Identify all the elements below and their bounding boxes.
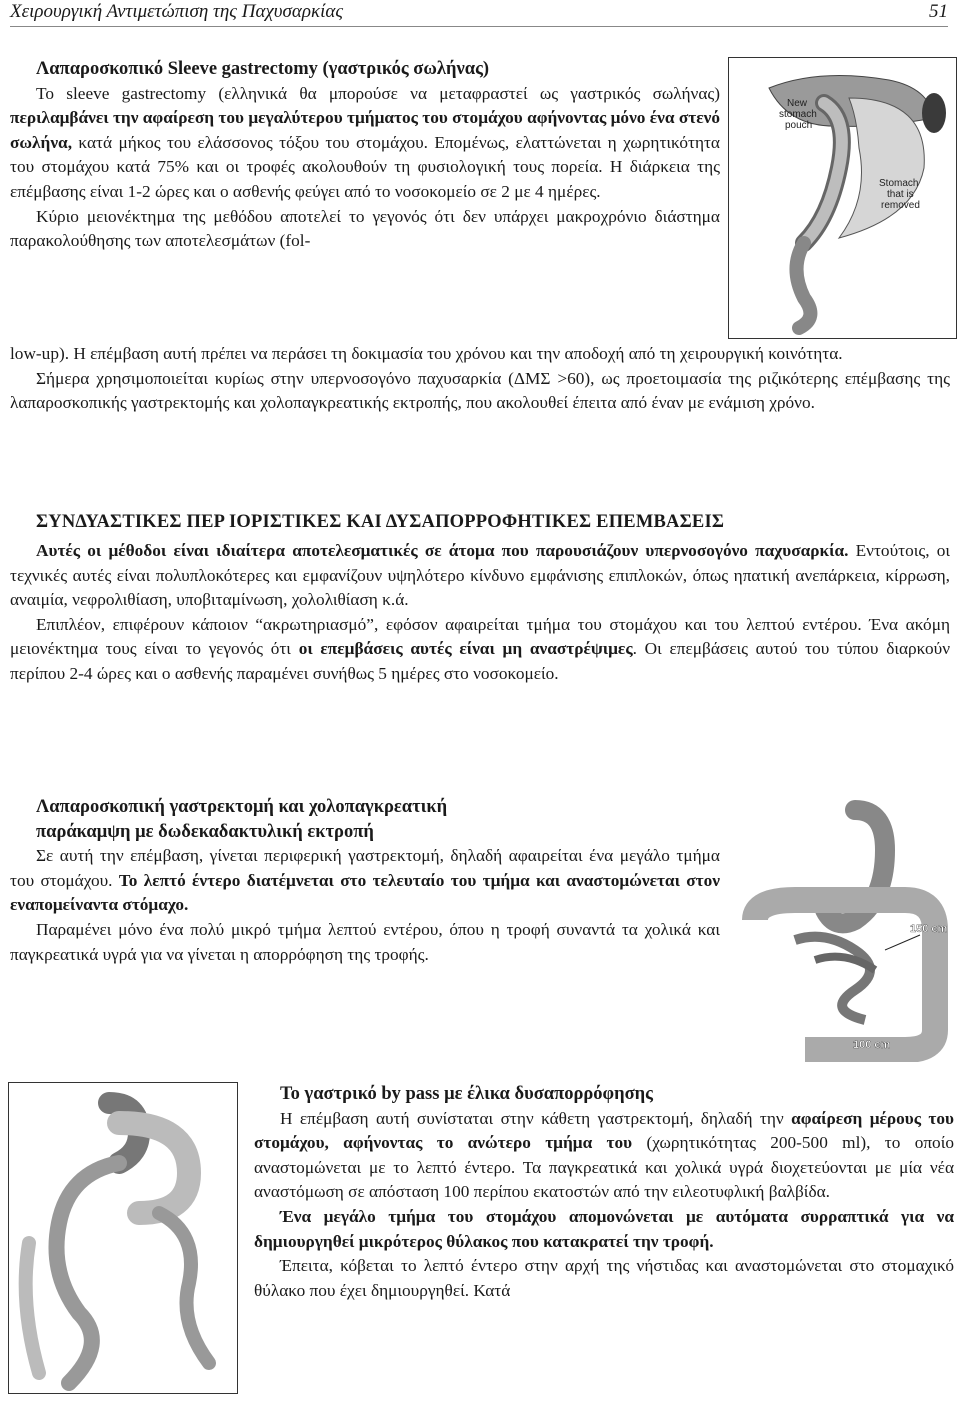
sleeve-section (10, 57, 720, 254)
gastric-bypass-illustration (9, 1083, 237, 1393)
bypass-paragraph-2: Ένα μεγάλο τμήμα του στομάχου απομονώνεται με αυτόματα συρραπτικά για να δημιουργηθεί μικρότερος θύλακος που κατακρατεί την τροφή. (254, 1206, 954, 1251)
bpd-heading-line-2: παράκαμψη με δωδεκαδακτυλική εκτροπή (36, 821, 374, 842)
sleeve-gastrectomy-illustration (729, 58, 956, 338)
bypass-paragraph-1: Η επέμβαση αυτή συνίσταται στην κάθετη γαστρεκτομή, δηλαδή την αφαίρεση μέρους του στομάχου, αφήνοντας το ανώτερο τμήμα του (χωρητικότητας 200-500 ml), το οποίο αναστομώνεται με το λεπτό έντερο. Τα παγκρεατικά και χολικά υγρά διοχετεύονται με μία νέα αναστόμωση σε απόσταση 100 περίπου εκατοστών από την ειλεοτυφλική βαλβίδα. (254, 1108, 955, 1202)
bypass-section (254, 1082, 954, 1303)
combined-section (10, 539, 950, 687)
sleeve-paragraph-1: Το sleeve gastrectomy (ελληνικά θα μπορούσε να μεταφραστεί ως γαστρικός σωλήνας) περιλαμβάνει την αφαίρεση του μεγαλύτερου τμήματος του στομάχου αφήνοντας μόνο ένα στενό σωλήνα, κατά μήκος του ελάσσονος τόξου του στομάχου. Επομένως, ελαττώνεται η χωρητικότητα του στομάχου κατά 75% και οι τροφές ακολουθούν τη φυσιολογική τους πορεία. Η διάρκεια της επέμβασης είναι 1-2 ώρες και ο ασθενής φεύγει από το νοσοκομείο σε 2 με 4 ημέρες. (10, 83, 720, 201)
bpd-section (10, 795, 720, 967)
running-title: Χειρουργική Αντιμετώπιση της Παχυσαρκίας (10, 1, 344, 22)
pouch-label-line: New (787, 98, 808, 109)
gastric-bypass-figure (8, 1082, 238, 1394)
sleeve-paragraph-3: Σήμερα χρησιμοποιείται κυρίως στην υπερνοσογόνο παχυσαρκία (ΔΜΣ >60), ως προετοιμασία της ριζικότερης επέμβασης της λαπαροσκοπικής γαστρεκτομής και χολοπαγκρεατικής εκτροπής, που ακολουθεί έπειτα από έναν με ενάμιση χρόνο. (10, 368, 950, 413)
combined-paragraph-1: Αυτές οι μέθοδοι είναι ιδιαίτερα αποτελεσματικές σε άτομα που παρουσιάζουν υπερνοσογόνο παχυσαρκία. Εντούτοις, οι τεχνικές αυτές είναι πολυπλοκότερες και εμφανίζουν υψηλότερο κίνδυνο εμφάνισης επιπλοκών, όπως ηπατική ανεπάρκεια, κίρρωση, αναιμία, νεφρολιθίαση, υποβιταμίνωση, χολολιθίαση κ.ά. (10, 541, 950, 610)
sleeve-gastrectomy-figure (728, 57, 957, 339)
removed-label-line: that is (887, 189, 914, 200)
bpd-heading-line-1: Λαπαροσκοπική γαστρεκτομή και χολοπαγκρεατική (36, 797, 448, 817)
bpd-paragraph-1: Σε αυτή την επέμβαση, γίνεται περιφερική γαστρεκτομή, δηλαδή αφαιρείται ένα μεγάλο τμήμα του στομάχου. Το λεπτό έντερο διατέμνεται στο τελευταίο του τμήμα και αναστομώνεται στον εναπομείναντα στόμαχο. (10, 846, 720, 915)
page-header (10, 0, 948, 27)
sleeve-paragraph-2-cont: low-up). Η επέμβαση αυτή πρέπει να περάσει τη δοκιμασία του χρόνου και την αποδοχή από τη χειρουργική κοινότητα. (10, 344, 843, 363)
bypass-paragraph-3: Έπειτα, κόβεται το λεπτό έντερο στην αρχή της νήστιδας και αναστομώνεται στο στομαχικό θύλακο που έχει δημιουργηθεί. Κατά (254, 1256, 954, 1300)
distance-label-150: 150 cm (910, 923, 948, 935)
removed-label-line: removed (881, 200, 920, 211)
distance-label-100: 100 cm (853, 1039, 891, 1051)
combined-paragraph-2: Επιπλέον, επιφέρουν κάποιον “ακρωτηριασμό”, εφόσον αφαιρείται τμήμα του στομάχου και του λεπτού εντέρου. Ένα ακόμη μειονέκτημα τους είναι το γεγονός ότι οι επεμβάσεις αυτές είναι μη αναστρέψιμες. Οι επεμβάσεις αυτού του τύπου διαρκούν περίπου 2-4 ώρες και ο ασθενής παραμένει συνήθως 5 ημέρες στο νοσοκομείο. (10, 614, 951, 683)
bypass-heading: Το γαστρικό by pass με έλικα δυσαπορρόφησης (280, 1084, 653, 1104)
sleeve-section-wide (10, 342, 950, 416)
sleeve-heading: Λαπαροσκοπικό Sleeve gastrectomy (γαστρικός σωλήνας) (36, 59, 490, 79)
duodenal-switch-figure (735, 800, 953, 1062)
combined-heading: ΣΥΝΔΥΑΣΤΙΚΕΣ ΠΕΡ ΙΟΡΙΣΤΙΚΕΣ ΚΑΙ ΔΥΣΑΠΟΡΡΟΦΗΤΙΚΕΣ ΕΠΕΜΒΑΣΕΙΣ (36, 512, 725, 532)
pouch-label-line: stomach (779, 109, 817, 120)
sleeve-paragraph-2: Κύριο μειονέκτημα της μεθόδου αποτελεί το γεγονός ότι δεν υπάρχει μακροχρόνιο διάστημα παρακολούθησης των αποτελεσμάτων (fol- (10, 206, 720, 251)
pouch-label-line: pouch (785, 120, 813, 131)
removed-label-line: Stomach (879, 178, 919, 189)
duodenal-switch-illustration (735, 800, 953, 1062)
bpd-paragraph-2: Παραμένει μόνο ένα πολύ μικρό τμήμα λεπτού εντέρου, όπου η τροφή συναντά τα χολικά και παγκρεατικά υγρά για να γίνεται η απορρόφηση της τροφής. (10, 919, 720, 964)
page-number: 51 (929, 1, 948, 22)
